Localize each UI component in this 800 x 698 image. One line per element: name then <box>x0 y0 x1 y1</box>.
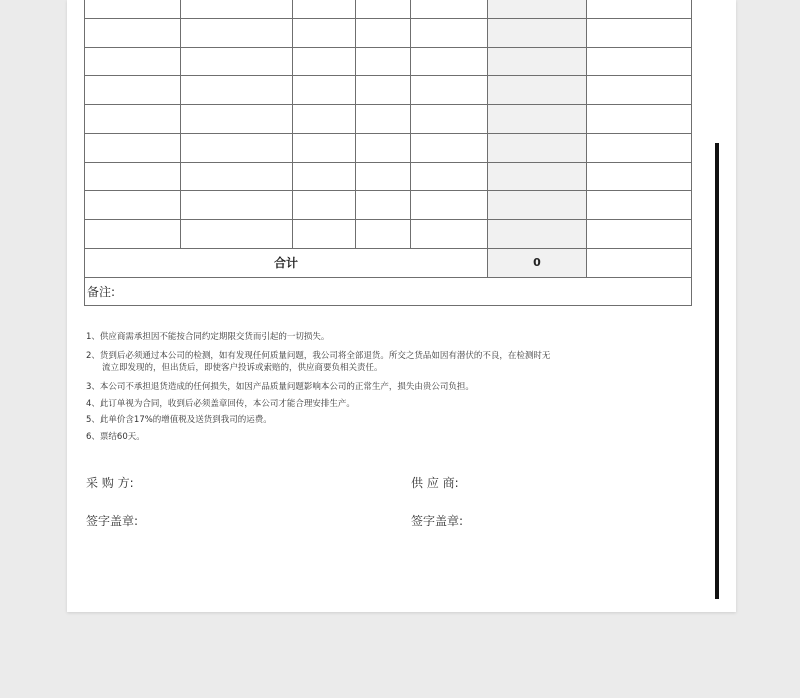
table-cell <box>85 191 181 220</box>
table-cell <box>181 47 293 76</box>
table-cell <box>85 133 181 162</box>
table-cell <box>587 0 692 18</box>
table-cell <box>293 0 356 18</box>
table-cell <box>488 105 587 134</box>
table-row <box>85 105 692 134</box>
table-cell <box>587 191 692 220</box>
table-row <box>85 0 692 18</box>
table-cell <box>411 0 488 18</box>
supplier-label: 供 应 商: <box>411 476 459 490</box>
table-cell <box>356 47 411 76</box>
table-cell <box>85 18 181 47</box>
term-item: 3、本公司不承担退货造成的任何损失，如因产品质量问题影响本公司的正常生产，损失由贵公司负担。 <box>86 382 474 392</box>
table-cell <box>293 191 356 220</box>
table-row <box>85 76 692 105</box>
table-cell <box>356 18 411 47</box>
table-cell <box>293 220 356 249</box>
table-row <box>85 220 692 249</box>
table-cell <box>356 191 411 220</box>
table-cell <box>587 220 692 249</box>
term-item: 1、供应商需承担因不能按合同约定期限交货而引起的一切损失。 <box>86 332 330 342</box>
table-cell <box>411 191 488 220</box>
table-cell <box>293 18 356 47</box>
table-cell <box>181 133 293 162</box>
table-cell <box>411 162 488 191</box>
table-cell <box>293 162 356 191</box>
side-rule <box>715 143 719 599</box>
table-cell <box>356 133 411 162</box>
table-cell <box>488 133 587 162</box>
table-cell <box>181 105 293 134</box>
table-cell <box>356 0 411 18</box>
buyer-label: 采 购 方: <box>86 476 134 490</box>
table-cell <box>488 76 587 105</box>
table-cell <box>85 0 181 18</box>
table-cell <box>181 0 293 18</box>
table-cell <box>488 47 587 76</box>
table-cell <box>293 76 356 105</box>
table-cell <box>181 18 293 47</box>
table-cell <box>356 220 411 249</box>
remarks-label: 备注: <box>85 277 692 306</box>
table-cell <box>587 76 692 105</box>
table-cell <box>587 162 692 191</box>
table-cell <box>411 105 488 134</box>
table-cell <box>85 162 181 191</box>
table-cell <box>181 220 293 249</box>
table-cell <box>85 105 181 134</box>
table-cell <box>293 133 356 162</box>
total-value: 0 <box>488 248 587 277</box>
order-table <box>84 0 692 306</box>
term-item: 5、此单价含17%的增值税及送货到我司的运费。 <box>86 415 272 425</box>
table-cell <box>411 133 488 162</box>
supplier-signature: 签字盖章: <box>411 514 464 528</box>
table-cell <box>356 162 411 191</box>
table-cell <box>587 18 692 47</box>
table-cell <box>411 76 488 105</box>
term-item: 6、票结60天。 <box>86 432 145 442</box>
table-cell <box>181 162 293 191</box>
table-cell <box>587 105 692 134</box>
table-cell <box>181 76 293 105</box>
table-row <box>85 162 692 191</box>
total-empty-cell <box>587 248 692 277</box>
table-row <box>85 47 692 76</box>
table-cell <box>293 47 356 76</box>
buyer-signature: 签字盖章: <box>86 514 139 528</box>
table-cell <box>587 47 692 76</box>
term-item: 4、此订单视为合同，收到后必须盖章回传，本公司才能合理安排生产。 <box>86 399 355 409</box>
table-cell <box>356 76 411 105</box>
table-cell <box>411 18 488 47</box>
table-cell <box>181 191 293 220</box>
remarks-row <box>85 277 692 306</box>
total-row <box>85 248 692 277</box>
table-cell <box>587 133 692 162</box>
table-row <box>85 191 692 220</box>
table-cell <box>293 105 356 134</box>
table-cell <box>488 18 587 47</box>
table-cell <box>85 47 181 76</box>
total-label: 合计 <box>85 248 488 277</box>
table-cell <box>488 220 587 249</box>
table-row <box>85 18 692 47</box>
term-item-continuation: 流立即发现的，但出货后，即使客户投诉或索赔的，供应商要负相关责任。 <box>102 363 383 373</box>
table-cell <box>85 76 181 105</box>
table-cell <box>411 220 488 249</box>
table-cell <box>85 220 181 249</box>
table-cell <box>488 162 587 191</box>
table-cell <box>356 105 411 134</box>
term-item: 2、货到后必须通过本公司的检测，如有发现任何质量问题，我公司将全部退货。所交之货品如因有潜伏的不良，在检测时无 <box>86 351 551 361</box>
table-cell <box>488 0 587 18</box>
table-row <box>85 133 692 162</box>
table-cell <box>488 191 587 220</box>
table-cell <box>411 47 488 76</box>
